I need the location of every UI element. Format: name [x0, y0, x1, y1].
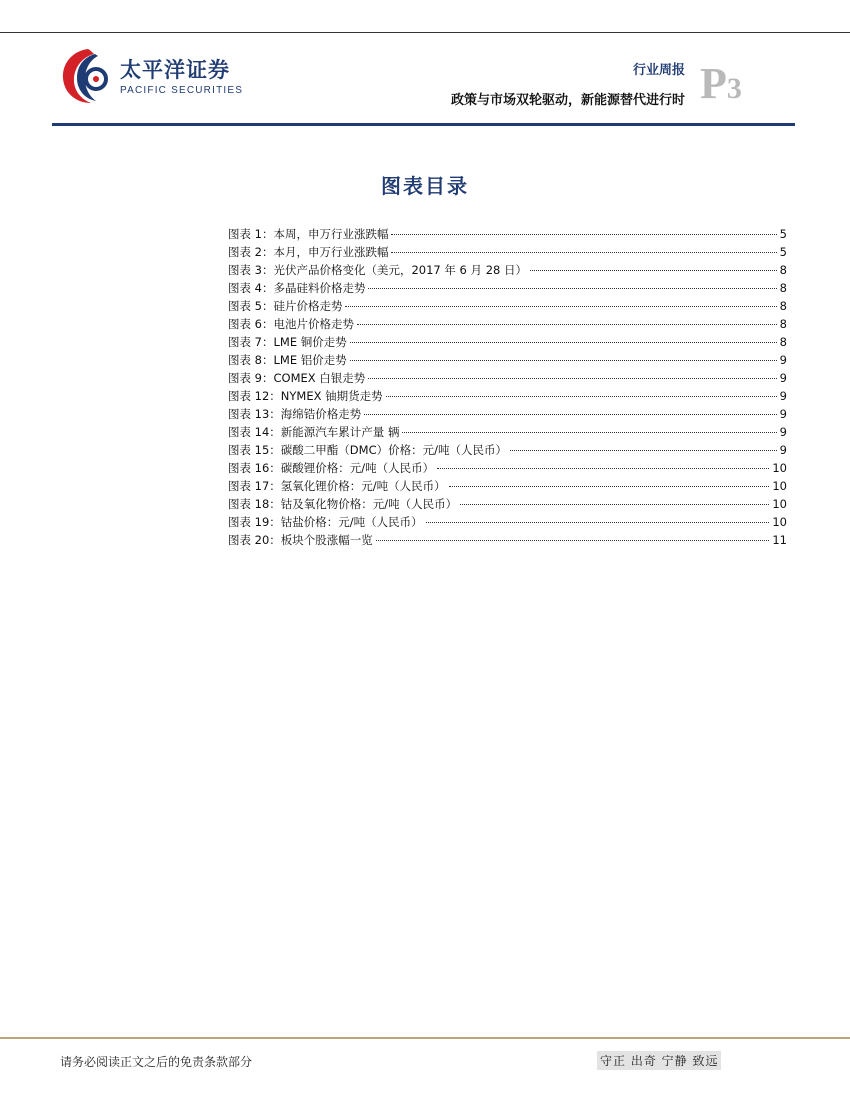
toc-item-text: 钴盐价格：元/吨（人民币）: [280, 515, 423, 529]
toc-item-page: 10: [772, 515, 787, 529]
toc-item-page: 11: [772, 533, 787, 547]
toc-item-text: 新能源汽车累计产量 辆: [280, 425, 400, 439]
toc-item-page: 8: [779, 263, 787, 277]
toc-item-page: 8: [779, 335, 787, 349]
toc-item-text: COMEX 白银走势: [273, 371, 366, 385]
toc-item-page: 10: [772, 461, 787, 475]
toc-item[interactable]: [228, 496, 787, 514]
toc-item-label: 图表 2：: [228, 245, 274, 259]
toc-item-label: 图表 14：: [228, 425, 281, 439]
toc-item-page: 9: [779, 407, 787, 421]
toc-item-text: 光伏产品价格变化（美元，2017 年 6 月 28 日）: [273, 263, 527, 277]
toc-item-page: 10: [772, 479, 787, 493]
toc-leader-dots: [530, 270, 777, 271]
toc-leader-dots: [449, 486, 770, 487]
toc-item[interactable]: [228, 406, 787, 424]
toc-leader-dots: [357, 324, 777, 325]
toc-item-text: 多晶硅料价格走势: [273, 281, 366, 295]
toc-item-label: 图表 16：: [228, 461, 281, 475]
toc-item[interactable]: [228, 352, 787, 370]
footer-rule: [0, 1037, 850, 1039]
toc-item[interactable]: [228, 280, 787, 298]
toc-item-text: 碳酸二甲酯（DMC）价格：元/吨（人民币）: [280, 443, 507, 457]
top-rule: [0, 32, 850, 33]
logo-chinese-name: 太平洋证券: [120, 58, 230, 82]
toc-item-label: 图表 4：: [228, 281, 274, 295]
toc-leader-dots: [364, 414, 776, 415]
footer-disclaimer: 请务必阅读正文之后的免责条款部分: [60, 1055, 253, 1069]
toc-item[interactable]: [228, 316, 787, 334]
toc-item[interactable]: [228, 298, 787, 316]
toc-item-label: 图表 12：: [228, 389, 281, 403]
toc-leader-dots: [376, 540, 770, 541]
toc-item[interactable]: [228, 514, 787, 532]
toc-item-label: 图表 6：: [228, 317, 274, 331]
toc-item-text: 电池片价格走势: [273, 317, 354, 331]
toc-item[interactable]: [228, 478, 787, 496]
toc-leader-dots: [510, 450, 777, 451]
toc-leader-dots: [345, 306, 776, 307]
toc-leader-dots: [460, 504, 769, 505]
toc-item-page: 5: [779, 227, 787, 241]
toc-item[interactable]: [228, 532, 787, 550]
toc-item-text: 板块个股涨幅一览: [280, 533, 373, 547]
toc-item[interactable]: [228, 460, 787, 478]
toc-item[interactable]: [228, 424, 787, 442]
logo-english-name: PACIFIC SECURITIES: [120, 85, 244, 96]
toc-leader-dots: [402, 432, 776, 433]
toc-item-page: 8: [779, 281, 787, 295]
toc-item-label: 图表 3：: [228, 263, 274, 277]
report-type: 行业周报: [632, 63, 685, 78]
toc-item-page: 9: [779, 371, 787, 385]
toc-list: [228, 226, 787, 550]
toc-item-page: 8: [779, 299, 787, 313]
toc-item-label: 图表 17：: [228, 479, 281, 493]
toc-leader-dots: [368, 288, 776, 289]
toc-leader-dots: [437, 468, 769, 469]
toc-item-label: 图表 7：: [228, 335, 274, 349]
toc-item[interactable]: [228, 370, 787, 388]
page-number-letter: P: [700, 59, 727, 108]
toc-item-page: 5: [779, 245, 787, 259]
toc-item[interactable]: [228, 244, 787, 262]
toc-item-page: 8: [779, 317, 787, 331]
toc-item-page: 9: [779, 389, 787, 403]
toc-item-label: 图表 15：: [228, 443, 281, 457]
toc-item-text: 钴及氧化物价格：元/吨（人民币）: [280, 497, 458, 511]
toc-item-label: 图表 8：: [228, 353, 274, 367]
toc-item-text: LME 铝价走势: [273, 353, 347, 367]
toc-item-page: 9: [779, 353, 787, 367]
toc-item-page: 10: [772, 497, 787, 511]
toc-item-label: 图表 9：: [228, 371, 274, 385]
toc-title: 图表目录: [381, 174, 469, 198]
toc-item-text: 海绵锆价格走势: [280, 407, 362, 421]
toc-leader-dots: [391, 252, 776, 253]
toc-leader-dots: [391, 234, 776, 235]
toc-leader-dots: [350, 342, 777, 343]
footer-motto: 守正 出奇 宁静 致远: [597, 1051, 721, 1070]
page-number: [700, 59, 742, 108]
toc-item-text: 硅片价格走势: [273, 299, 343, 313]
toc-item-text: 碳酸锂价格：元/吨（人民币）: [280, 461, 435, 475]
toc-item-page: 9: [779, 443, 787, 457]
toc-item[interactable]: [228, 442, 787, 460]
toc-item-label: 图表 20：: [228, 533, 281, 547]
pacific-securities-logo-icon: [58, 45, 118, 107]
toc-item-label: 图表 18：: [228, 497, 281, 511]
toc-item-text: LME 铜价走势: [273, 335, 347, 349]
toc-leader-dots: [350, 360, 777, 361]
toc-item-text: 本月，申万行业涨跌幅: [273, 245, 389, 259]
company-logo: [58, 45, 258, 115]
toc-item-label: 图表 1：: [228, 227, 274, 241]
page-number-digit: 3: [726, 72, 742, 105]
report-subtitle: 政策与市场双轮驱动，新能源替代进行时: [450, 93, 685, 108]
toc-item-label: 图表 5：: [228, 299, 274, 313]
toc-item[interactable]: [228, 334, 787, 352]
toc-leader-dots: [426, 522, 770, 523]
toc-leader-dots: [368, 378, 776, 379]
header-rule: [52, 123, 795, 126]
toc-item-label: 图表 19：: [228, 515, 281, 529]
toc-item-text: 本周，申万行业涨跌幅: [273, 227, 389, 241]
toc-item[interactable]: [228, 262, 787, 280]
toc-item-label: 图表 13：: [228, 407, 281, 421]
toc-item-text: NYMEX 铀期货走势: [280, 389, 383, 403]
toc-item-page: 9: [779, 425, 787, 439]
toc-item-text: 氢氧化锂价格：元/吨（人民币）: [280, 479, 446, 493]
toc-item[interactable]: [228, 388, 787, 406]
toc-leader-dots: [386, 396, 777, 397]
toc-item[interactable]: [228, 226, 787, 244]
